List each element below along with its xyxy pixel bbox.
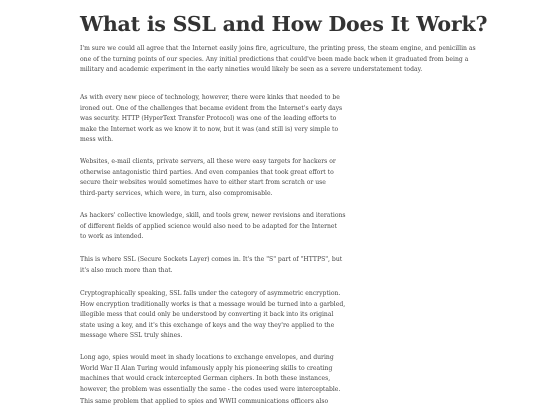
paragraph-line: secure their websites would sometimes have to either start from scratch or use	[80, 179, 326, 187]
paragraph-line: Websites, e-mail clients, private servers, all these were easy targets for hackers or	[80, 158, 336, 165]
paragraph-line: This same problem that applied to spies and WWII communications officers also	[80, 398, 329, 405]
article-paragraph	[80, 353, 340, 395]
article-paragraph	[80, 397, 328, 405]
paragraph-line: mess with.	[80, 136, 114, 144]
paragraph-line: How encryption traditionally works is that a message would be turned into a garbled,	[80, 300, 346, 308]
article-paragraph-intro	[80, 44, 476, 76]
article-paragraph	[80, 93, 342, 146]
paragraph-line: Cryptographically speaking, SSL falls under the category of asymmetric encryption.	[80, 290, 341, 297]
paragraph-line: Long ago, spies would meet in shady locations to exchange envelopes, and during	[80, 354, 334, 361]
paragraph-line: make the Internet work as we know it to now, but it was (and still is) very simple to	[80, 125, 339, 133]
paragraph-line: illegible mess that could only be understood by converting it back into its original	[80, 311, 334, 319]
paragraph-line: message where SSL truly shines.	[80, 332, 183, 340]
article-paragraph	[80, 157, 336, 199]
paragraph-line: it's also much more than that.	[80, 266, 173, 274]
article-paragraph	[80, 255, 342, 276]
paragraph-line: As hackers' collective knowledge, skill, and tools grew, newer revisions and iterations	[80, 212, 346, 219]
paragraph-line: state using a key, and it's this exchange of keys and the way they're applied to the	[80, 321, 335, 329]
article-paragraph	[80, 211, 346, 243]
paragraph-line: one of the turning points of our species. Any initial predictions that could've been made back when it graduated from being a	[80, 55, 469, 63]
paragraph-line: third-party services, which were, in turn, also compromisable.	[80, 189, 273, 197]
paragraph-line: was security. HTTP (HyperText Transfer Protocol) was one of the leading efforts to	[80, 115, 337, 123]
paragraph-line: machines that would crack intercepted German ciphers. In both these instances,	[80, 375, 331, 383]
paragraph-line: This is where SSL (Secure Sockets Layer) comes in. It's the "S" part of "HTTPS", but	[80, 256, 343, 263]
paragraph-line: to work as intended.	[80, 233, 144, 241]
paragraph-line: As with every new piece of technology, however, there were kinks that needed to be	[80, 94, 340, 101]
paragraph-line: however, the problem was essentially the same - the codes used were interceptable.	[80, 385, 341, 393]
paragraph-line: I'm sure we could all agree that the Internet easily joins fire, agriculture, the printing press, the steam engine, and penicillin as	[80, 45, 476, 52]
paragraph-line: World War II Alan Turing would infamously apply his pioneering skills to creating	[80, 364, 333, 372]
paragraph-line: ironed out. One of the challenges that became evident from the Internet's early days	[80, 104, 343, 112]
paragraph-line: military and academic experiment in the early nineties would likely be seen as a severe understatement today.	[80, 66, 423, 74]
paragraph-line: otherwise antagonistic third parties. And even companies that took great effort to	[80, 168, 334, 176]
article-paragraph	[80, 289, 345, 342]
paragraph-line: of different fields of applied science would also need to be adapted for the Internet	[80, 222, 337, 230]
article-title: What is SSL and How Does It Work?	[80, 12, 488, 36]
